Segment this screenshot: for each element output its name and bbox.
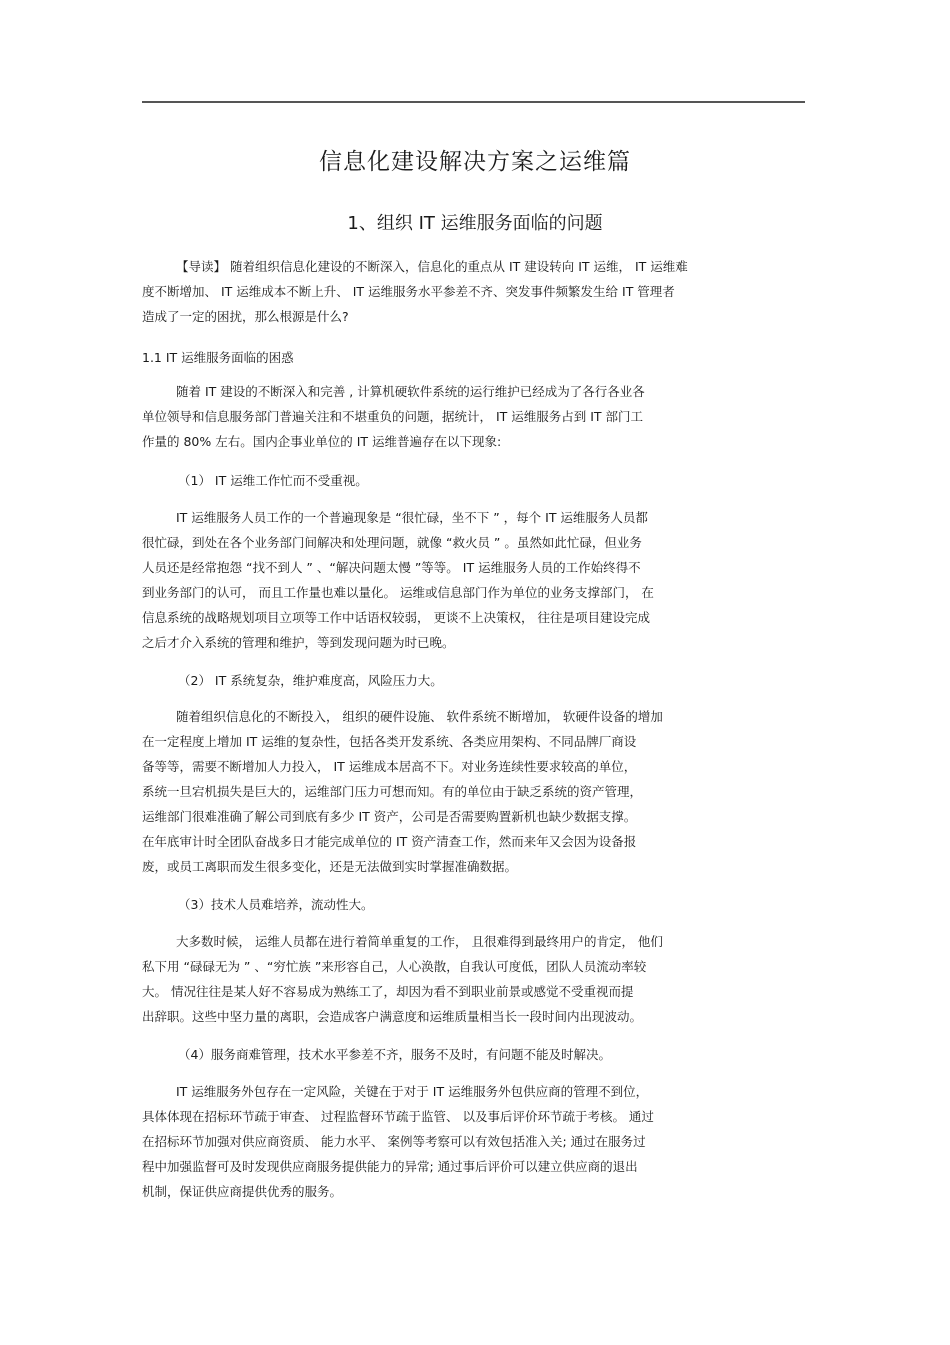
paragraph-line: 程中加强监督可及时发现供应商服务提供能力的异常; 通过事后评价可以建立供应商的退出 (142, 1159, 638, 1174)
paragraph-line: 之后才介入系统的管理和维护，等到发现问题为时已晚。 (142, 635, 455, 650)
paragraph-line: 废，或员工离职而发生很多变化，还是无法做到实时掌握准确数据。 (142, 859, 518, 874)
paragraph-line: 人员还是经常抱怨 “找不到人 ” 、“解决问题太慢 ”等等。 IT 运维服务人员的工作始终得不 (142, 560, 641, 575)
paragraph-line: 出辞职。这些中坚力量的离职，会造成客户满意度和运维质量相当长一段时间内出现波动。 (142, 1009, 643, 1024)
paragraph-line: 大多数时候， 运维人员都在进行着简单重复的工作， 且很难得到最终用户的肯定， 他们 (176, 934, 663, 949)
paragraph-line: 系统一旦宕机损失是巨大的，运维部门压力可想而知。有的单位由于缺乏系统的资产管理， (142, 784, 643, 799)
paragraph-line: 私下用 “碌碌无为 ” 、“穷忙族 ”来形容自己，人心涣散，自我认可度低，团队人员流动率较 (142, 959, 647, 974)
paragraph-line: 在一定程度上增加 IT 运维的复杂性，包括各类开发系统、各类应用架构、不同品牌厂商设 (142, 734, 637, 749)
header-rule (142, 101, 805, 103)
paragraph-line: 作量的 80% 左右。国内企事业单位的 IT 运维普遍存在以下现象: (142, 434, 502, 449)
paragraph-line: 在年底审计时全团队奋战多日才能完成单位的 IT 资产清查工作，然而来年又会因为设备报 (142, 834, 637, 849)
item-heading: （2） IT 系统复杂，维护难度高，风险压力大。 (178, 673, 443, 688)
paragraph-line: 运维部门很难准确了解公司到底有多少 IT 资产，公司是否需要购置新机也缺少数据支撑。 (142, 809, 637, 824)
item-heading: （1） IT 运维工作忙而不受重视。 (178, 473, 368, 488)
paragraph (142, 704, 804, 879)
intro-paragraph (142, 254, 804, 329)
section-heading: 1、组织 IT 运维服务面临的问题 (347, 213, 603, 234)
paragraph (142, 929, 804, 1029)
paragraph-line: 备等等，需要不断增加人力投入， IT 运维成本居高不下。对业务连续性要求较高的单位， (142, 759, 637, 774)
paragraph-line: 随着 IT 建设的不断深入和完善 , 计算机硬软件系统的运行维护已经成为了各行各业各 (176, 384, 645, 399)
paragraph (142, 379, 804, 454)
paragraph-line: 具体体现在招标环节疏于审查、 过程监督环节疏于监管、 以及事后评价环节疏于考核。 通过 (142, 1109, 654, 1124)
paragraph-line: 很忙碌，到处在各个业务部门间解决和处理问题，就像 “救火员 ” 。虽然如此忙碌，但业务 (142, 535, 642, 550)
paragraph-line: 随着组织信息化的不断投入， 组织的硬件设施、 软件系统不断增加， 软硬件设备的增加 (176, 709, 663, 724)
document-title: 信息化建设解决方案之运维篇 (319, 149, 631, 175)
paragraph-line: 大。 情况往往是某人好不容易成为熟练工了，却因为看不到职业前景或感觉不受重视而提 (142, 984, 634, 999)
subsection-heading: 1.1 IT 运维服务面临的困惑 (142, 350, 294, 365)
paragraph (142, 505, 804, 655)
paragraph-line: 【导读】 随着组织信息化建设的不断深入，信息化的重点从 IT 建设转向 IT 运维， IT 运维难 (176, 259, 688, 274)
paragraph-line: 度不断增加、 IT 运维成本不断上升、 IT 运维服务水平参差不齐、突发事件频繁发生给 IT 管理者 (142, 284, 675, 299)
paragraph-line: 信息系统的战略规划项目立项等工作中话语权较弱， 更谈不上决策权， 往往是项目建设完成 (142, 610, 650, 625)
paragraph (142, 1079, 804, 1204)
paragraph-line: 到业务部门的认可， 而且工作量也难以量化。 运维或信息部门作为单位的业务支撑部门， 在 (142, 585, 654, 600)
item-heading: （3）技术人员难培养，流动性大。 (178, 897, 374, 912)
paragraph-line: 造成了一定的困扰，那么根源是什么? (142, 309, 349, 324)
paragraph-line: 单位领导和信息服务部门普遍关注和不堪重负的问题，据统计， IT 运维服务占到 IT 部门工 (142, 409, 644, 424)
paragraph-line: 在招标环节加强对供应商资质、 能力水平、 案例等考察可以有效包括准入关; 通过在服务过 (142, 1134, 646, 1149)
paragraph-line: 机制，保证供应商提供优秀的服务。 (142, 1184, 343, 1199)
paragraph-line: IT 运维服务外包存在一定风险，关键在于对于 IT 运维服务外包供应商的管理不到位， (176, 1084, 649, 1099)
paragraph-line: IT 运维服务人员工作的一个普遍现象是 “很忙碌，坐不下 ” ，每个 IT 运维服务人员都 (176, 510, 648, 525)
item-heading: （4）服务商难管理，技术水平参差不齐，服务不及时，有问题不能及时解决。 (178, 1047, 611, 1062)
